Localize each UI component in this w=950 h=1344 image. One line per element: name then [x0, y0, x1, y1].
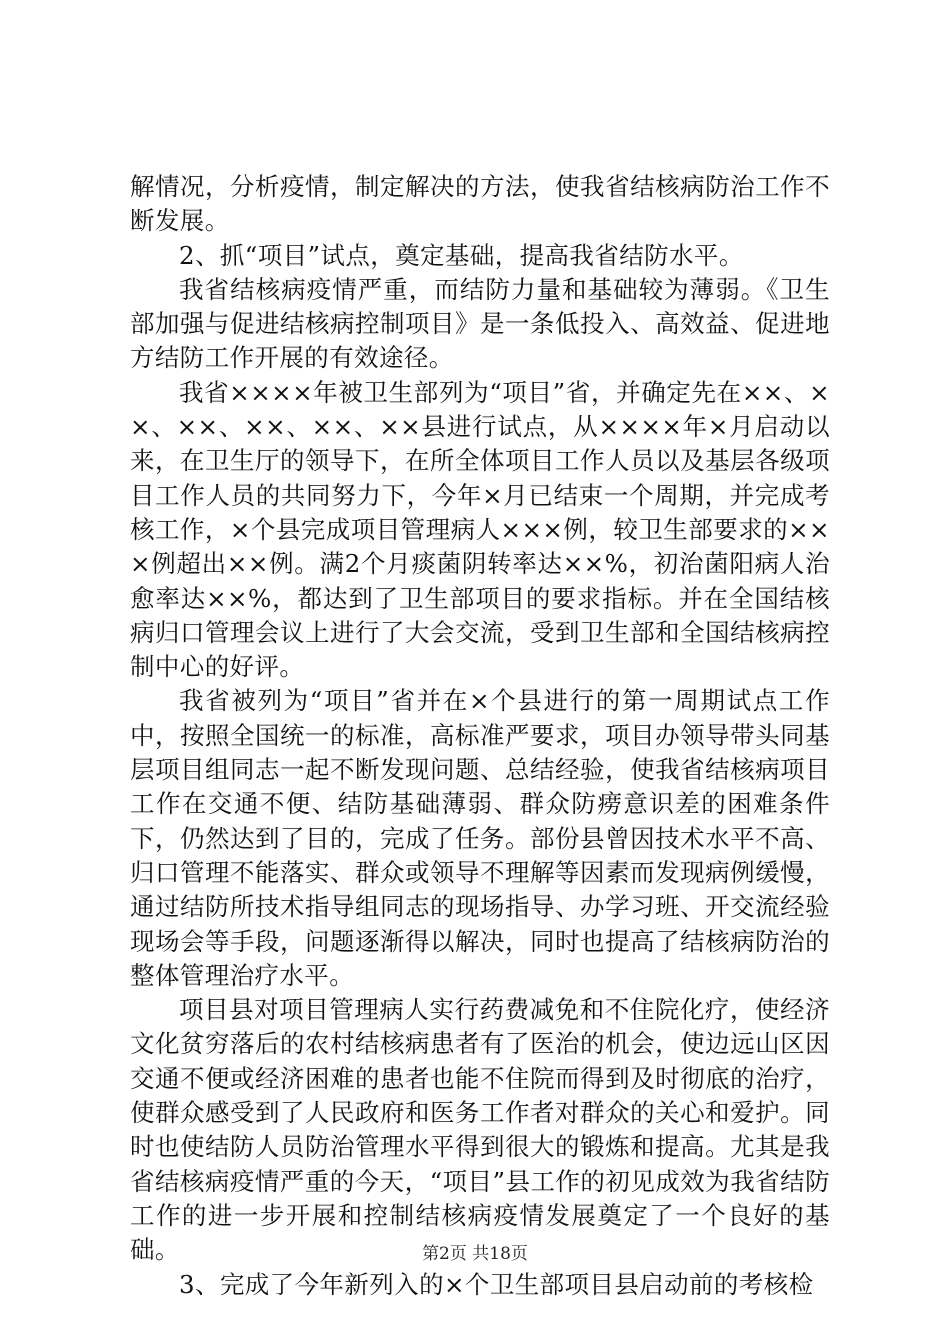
paragraph-6: 项目县对项目管理病人实行药费减免和不住院化疗，使经济文化贫穷落后的农村结核病患者有了医治的机会，使边远山区因交通不便或经济困难的患者也能不住院而得到及时彻底的治疗，使群众感受到了人民政府和医务工作者对群众的关心和爱护。同时也使结防人员防治管理水平得到很大的锻炼和提高。尤其是我省结核病疫情严重的今天，“项目”县工作的初见成效为我省结防工作的进一步开展和控制结核病疫情发展奠定了一个良好的基础。: [130, 995, 830, 1265]
section-heading-3: 3、完成了今年新列入的×个卫生部项目县启动前的考核检: [179, 1269, 814, 1299]
page-number-footer: 第2页 共18页: [422, 1244, 528, 1264]
paragraph-3: 我省结核病疫情严重，而结防力量和基础较为薄弱。《卫生部加强与促进结核病控制项目》是一条低投入、高效益、促进地方结防工作开展的有效途径。: [130, 274, 830, 373]
document-body: [130, 170, 830, 1302]
section-heading-2: 2、抓“项目”试点，奠定基础，提高我省结防水平。: [179, 240, 744, 270]
paragraph-1: 解情况，分析疫情，制定解决的方法，使我省结核病防治工作不断发展。: [130, 172, 830, 236]
paragraph-4: 我省××××年被卫生部列为“项目”省，并确定先在××、××、××、××、××、××县进行试点，从××××年×月启动以来，在卫生厅的领导下，在所全体项目工作人员以及基层各级项目工作人员的共同努力下，今年×月已结束一个周期，并完成考核工作，×个县完成项目管理病人×××例，较卫生部要求的×××例超出××例。满2个月痰菌阴转率达××%，初治菌阳病人治愈率达××%，都达到了卫生部项目的要求指标。并在全国结核病归口管理会议上进行了大会交流，受到卫生部和全国结核病控制中心的好评。: [130, 377, 830, 682]
paragraph-5: 我省被列为“项目”省并在×个县进行的第一周期试点工作中，按照全国统一的标准，高标准严要求，项目办领导带头同基层项目组同志一起不断发现问题、总结经验，使我省结核病项目工作在交通不便、结防基础薄弱、群众防痨意识差的困难条件下，仍然达到了目的，完成了任务。部份县曾因技术水平不高、归口管理不能落实、群众或领导不理解等因素而发现病例缓慢，通过结防所技术指导组同志的现场指导、办学习班、开交流经验现场会等手段，问题逐渐得以解决，同时也提高了结核病防治的整体管理治疗水平。: [130, 686, 830, 990]
